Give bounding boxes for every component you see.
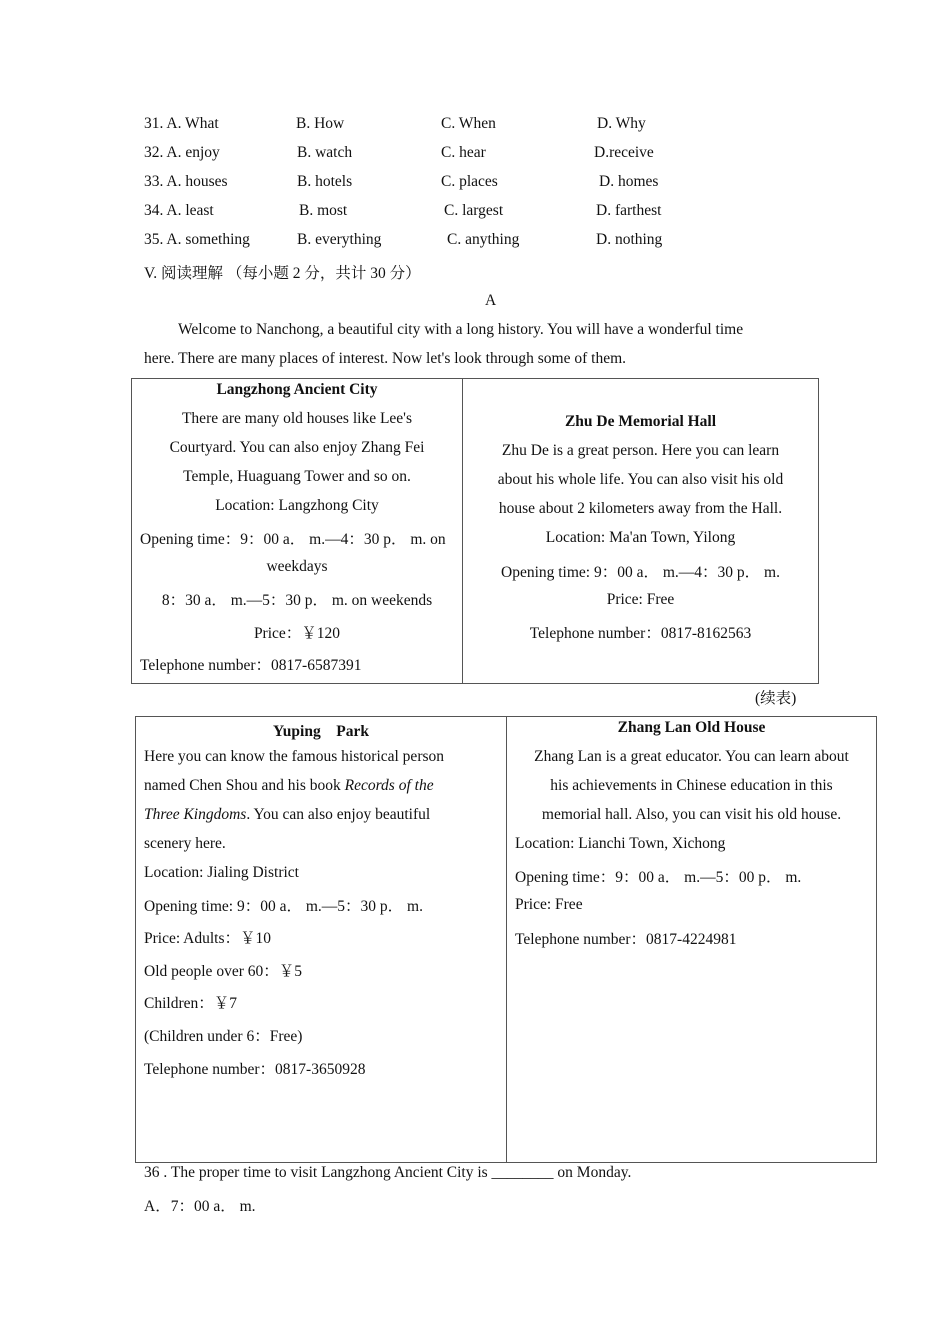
langzhong-cell (132, 379, 463, 683)
choice-row (144, 115, 704, 137)
choice-c: C. largest (444, 202, 504, 219)
yuping-location: Location: Jialing District (144, 864, 299, 881)
choice-a: 31. A. What (144, 115, 219, 132)
zhude-location: Location: Ma'an Town, Yilong (545, 529, 736, 546)
choice-d: D. homes (599, 173, 659, 190)
langzhong-desc-line: Courtyard. You can also enjoy Zhang Fei (169, 439, 425, 456)
yuping-desc-line: scenery here. (144, 835, 226, 852)
yuping-desc-text: named Chen Shou and his book (144, 777, 345, 794)
zhude-title: Zhu De Memorial Hall (564, 413, 717, 430)
choice-a: 35. A. something (144, 231, 250, 248)
yuping-title: Yuping Park (273, 723, 369, 740)
zhanglan-desc-line: his achievements in Chinese education in this (550, 777, 833, 794)
choice-b: B. watch (297, 144, 353, 161)
choice-d: D. farthest (596, 202, 662, 219)
zhude-desc-line: house about 2 kilometers away from the Hall. (498, 500, 783, 517)
zhude-price: Price: Free (606, 591, 675, 608)
langzhong-telephone: Telephone number：0817-6587391 (140, 657, 362, 674)
choice-row (144, 202, 704, 224)
zhanglan-desc-line: Zhang Lan is a great educator. You can learn about (534, 748, 849, 765)
choice-row (144, 231, 704, 253)
langzhong-location: Location: Langzhong City (215, 497, 379, 514)
zhanglan-title: Zhang Lan Old House (617, 719, 766, 736)
langzhong-opening-weekends: 8：30 a． m.—5：30 p． m. on weekends (161, 592, 433, 609)
section-title: V. 阅读理解 （每小题 2 分，共计 30 分） (144, 265, 421, 282)
yuping-desc-line (144, 806, 430, 824)
choice-row (144, 173, 704, 195)
choice-c: C. hear (441, 144, 486, 161)
choice-d: D. Why (597, 115, 646, 132)
option-a: A．7：00 a． m. (144, 1198, 256, 1215)
choice-row (144, 144, 704, 166)
choice-a: 34. A. least (144, 202, 214, 219)
yuping-book-title: Records of the (344, 777, 434, 794)
choice-b: B. How (296, 115, 345, 132)
yuping-desc-line (144, 777, 434, 795)
langzhong-desc-line: Temple, Huaguang Tower and so on. (183, 468, 411, 485)
choice-b: B. everything (297, 231, 382, 248)
zhanglan-telephone: Telephone number：0817-4224981 (515, 931, 737, 948)
choice-a: 32. A. enjoy (144, 144, 220, 161)
yuping-price-adults: Price: Adults：￥10 (144, 930, 272, 947)
choice-d: D.receive (594, 144, 654, 161)
yuping-desc-line: Here you can know the famous historical person (144, 748, 445, 765)
yuping-price-children: Children：￥7 (144, 995, 237, 1012)
zhude-desc-line: about his whole life. You can also visit his old (497, 471, 784, 488)
attractions-table-1 (131, 378, 819, 684)
choice-c: C. When (441, 115, 496, 132)
intro-line-1: Welcome to Nanchong, a beautiful city with a long history. You will have a wonderful time (178, 321, 744, 338)
continued-label: (续表) (755, 690, 797, 707)
choice-b: B. most (299, 202, 348, 219)
zhanglan-opening-time: Opening time：9：00 a． m.—5：00 p． m. (515, 869, 802, 886)
choice-d: D. nothing (596, 231, 663, 248)
attractions-table-2 (135, 716, 877, 1163)
choice-a: 33. A. houses (144, 173, 228, 190)
zhanglan-cell (507, 717, 876, 1162)
yuping-telephone: Telephone number：0817-3650928 (144, 1061, 366, 1078)
zhude-telephone: Telephone number：0817-8162563 (529, 625, 752, 642)
langzhong-price: Price：￥120 (253, 625, 341, 642)
yuping-opening-time: Opening time: 9：00 a． m.—5：30 p． m. (144, 898, 423, 915)
intro-line-2: here. There are many places of interest. Now let's look through some of them. (144, 350, 626, 367)
langzhong-title: Langzhong Ancient City (216, 381, 378, 398)
zhanglan-location: Location: Lianchi Town, Xichong (515, 835, 726, 852)
zhanglan-price: Price: Free (515, 896, 583, 913)
passage-label: A (485, 292, 497, 309)
yuping-desc-text: . You can also enjoy beautiful (246, 806, 431, 823)
yuping-price-under6: (Children under 6：Free) (144, 1028, 303, 1045)
choice-c: C. anything (447, 231, 520, 248)
choice-b: B. hotels (297, 173, 353, 190)
zhude-cell (463, 379, 818, 683)
zhude-desc-line: Zhu De is a great person. Here you can learn (501, 442, 780, 459)
langzhong-opening-weekdays: weekdays (266, 558, 328, 575)
yuping-cell (136, 717, 507, 1162)
question-36: 36 . The proper time to visit Langzhong Ancient City is ________ on Monday. (144, 1164, 632, 1181)
yuping-price-old: Old people over 60：￥5 (144, 963, 302, 980)
langzhong-desc-line: There are many old houses like Lee's (181, 410, 413, 427)
zhanglan-desc-line: memorial hall. Also, you can visit his old house. (541, 806, 842, 823)
yuping-book-title: Three Kingdoms (144, 806, 247, 823)
zhude-opening-time: Opening time: 9：00 a． m.—4：30 p． m. (501, 564, 780, 581)
langzhong-opening-time: Opening time：9：00 a． m.—4：30 p． m. on (140, 531, 446, 548)
choice-c: C. places (441, 173, 498, 190)
